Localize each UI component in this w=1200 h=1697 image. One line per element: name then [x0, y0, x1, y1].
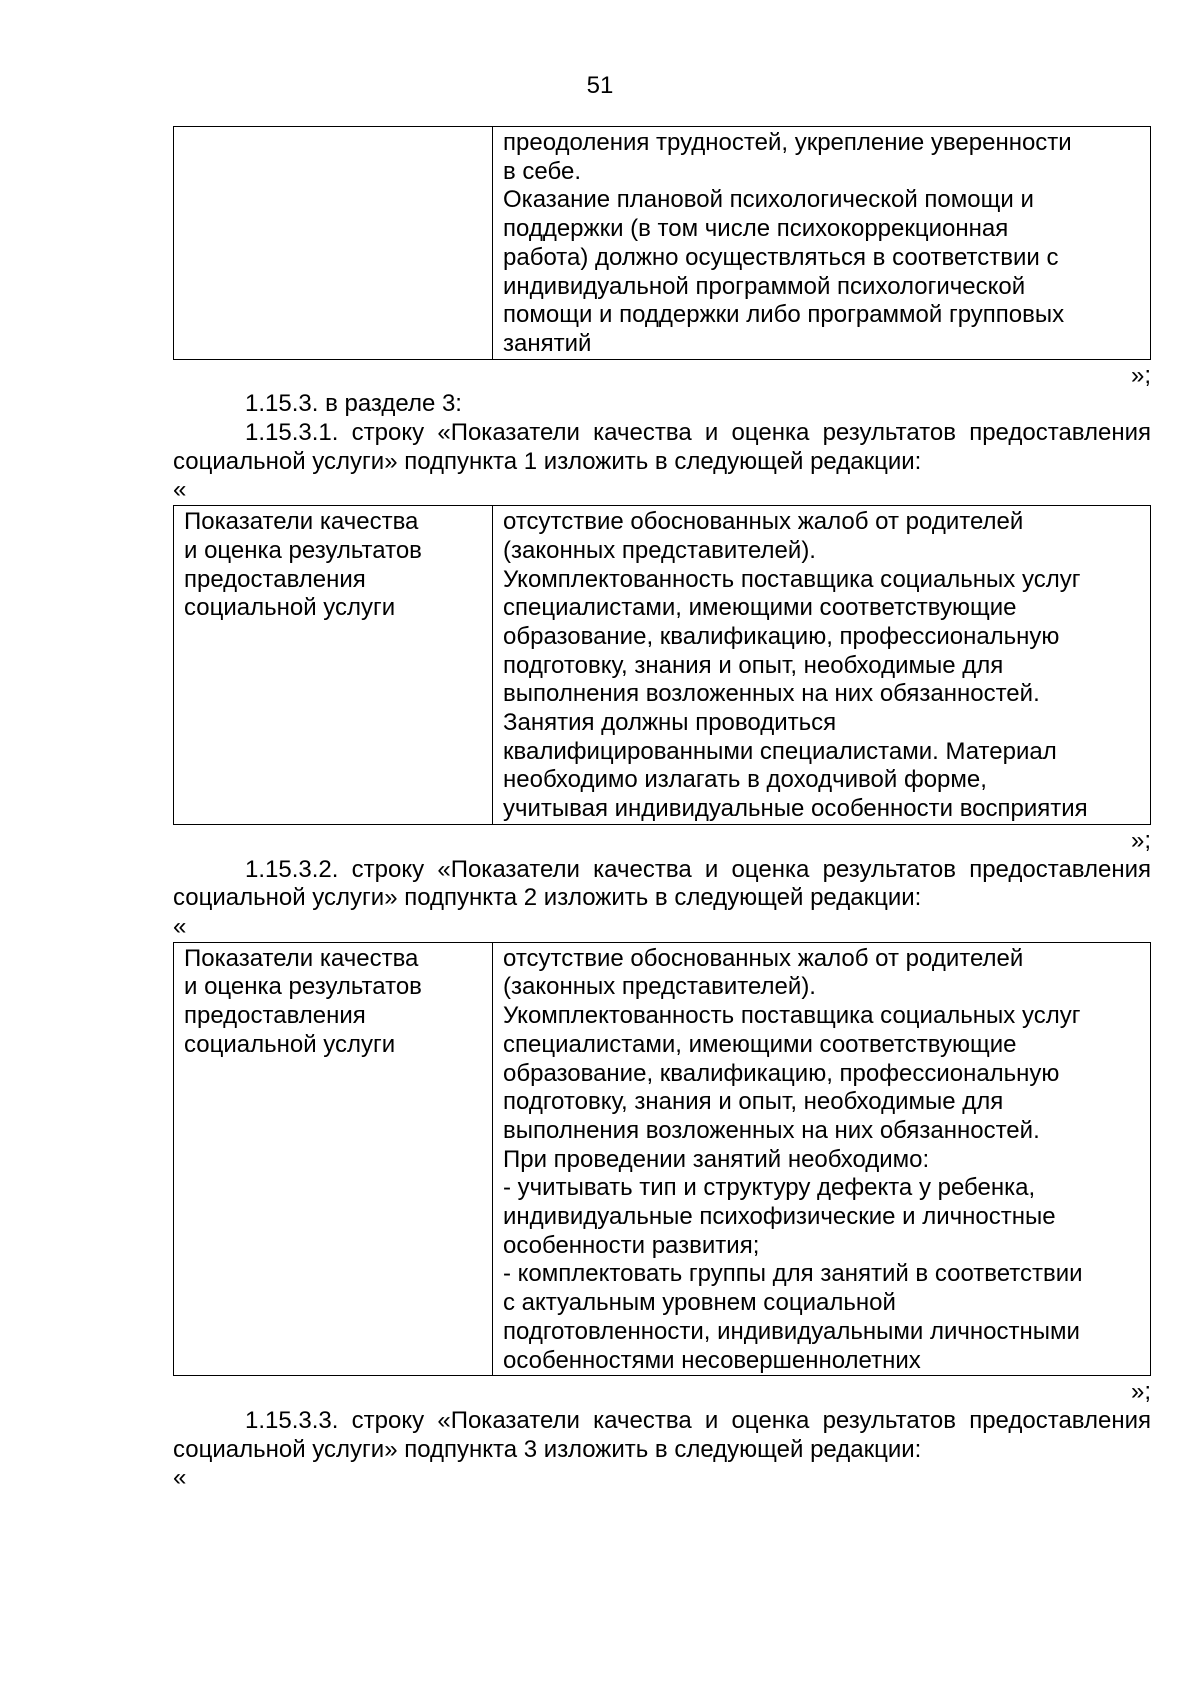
closing-quote: »;	[1130, 826, 1151, 854]
table-line: необходимо излагать в доходчивой форме,	[503, 766, 987, 794]
closing-quote: »;	[1130, 361, 1151, 389]
table-line: социальной услуги	[184, 594, 396, 622]
table-line: Укомплектованность поставщика социальных услуг	[503, 1002, 1081, 1030]
table-3	[173, 942, 1151, 1377]
table-line: индивидуальные психофизические и личностные	[503, 1203, 1056, 1231]
table-1-block	[173, 126, 1151, 1493]
table-row	[174, 942, 1151, 1376]
table-line: преодоления трудностей, укрепление уверенности	[503, 129, 1072, 156]
table-line: социальной услуги	[184, 1030, 396, 1058]
table-2-left-cell	[174, 506, 493, 825]
table-line: учитывая индивидуальные особенности восприятия	[503, 795, 1088, 823]
table-line: отсутствие обоснованных жалоб от родителей	[503, 508, 1024, 536]
table-line: При проведении занятий необходимо:	[503, 1145, 930, 1173]
table-line: помощи и поддержки либо программой групповых	[503, 301, 1065, 329]
table-line: образование, квалификацию, профессиональную	[503, 1059, 1060, 1087]
table-line: специалистами, имеющими соответствующие	[503, 1030, 1017, 1058]
table-line: с актуальным уровнем социальной	[503, 1289, 896, 1317]
opening-quote: «	[173, 476, 187, 504]
table-3-right-cell	[493, 942, 1151, 1376]
table-1-right-cell	[493, 127, 1151, 360]
table-1	[173, 126, 1151, 360]
table-line: Укомплектованность поставщика социальных услуг	[503, 565, 1081, 593]
table-line: особенностями несовершеннолетних	[503, 1346, 921, 1374]
table-line: выполнения возложенных на них обязанностей.	[503, 680, 1040, 708]
table-line: Показатели качества	[184, 508, 419, 536]
table-line: работа) должно осуществляться в соответствии с	[503, 243, 1059, 271]
table-line: Оказание плановой психологической помощи и	[503, 186, 1034, 214]
paragraph-1-15-3-2: 1.15.3.2. строку «Показатели качества и оценка результатов предоставления социальной услуги» подпункта 2 изложить в следующей редакции:	[173, 855, 1151, 912]
table-line: - комплектовать группы для занятий в соответствии	[503, 1260, 1083, 1288]
table-line: Показатели качества	[184, 944, 419, 972]
table-line: индивидуальной программой психологической	[503, 272, 1026, 300]
table-line: специалистами, имеющими соответствующие	[503, 594, 1017, 622]
table-line: - учитывать тип и структуру дефекта у ребенка,	[503, 1174, 1036, 1202]
table-row	[174, 506, 1151, 825]
opening-quote: «	[173, 912, 187, 940]
table-1-left-cell	[174, 127, 493, 360]
table-line: квалифицированными специалистами. Материал	[503, 737, 1057, 765]
table-3-left-cell	[174, 942, 493, 1376]
table-line: подготовку, знания и опыт, необходимые для	[503, 651, 1004, 679]
table-line: предоставления	[184, 1002, 366, 1030]
table-2	[173, 505, 1151, 825]
table-2-right-cell	[493, 506, 1151, 825]
table-line: Занятия должны проводиться	[503, 709, 837, 737]
table-line: отсутствие обоснованных жалоб от родителей	[503, 944, 1024, 972]
table-line: предоставления	[184, 565, 366, 593]
table-line: (законных представителей).	[503, 973, 816, 1001]
table-line: в себе.	[503, 157, 581, 185]
paragraph-1-15-3-1: 1.15.3.1. строку «Показатели качества и оценка результатов предоставления социальной услуги» подпункта 1 изложить в следующей редакции:	[173, 419, 1151, 475]
table-line: занятий	[503, 329, 592, 357]
opening-quote: «	[173, 1464, 187, 1492]
table-row	[174, 127, 1151, 360]
paragraph-1-15-3-3: 1.15.3.3. строку «Показатели качества и оценка результатов предоставления социальной услуги» подпункта 3 изложить в следующей редакции:	[173, 1406, 1151, 1463]
table-line: образование, квалификацию, профессиональную	[503, 622, 1060, 650]
page-number: 51	[586, 72, 614, 99]
table-line: поддержки (в том числе психокоррекционная	[503, 215, 1009, 243]
table-line: подготовленности, индивидуальными личностными	[503, 1317, 1080, 1345]
table-line: и оценка результатов	[184, 973, 422, 1001]
closing-quote: »;	[1130, 1378, 1151, 1406]
section-heading: 1.15.3. в разделе 3:	[245, 390, 462, 418]
table-line: (законных представителей).	[503, 536, 816, 564]
table-line: особенности развития;	[503, 1231, 760, 1259]
table-line: и оценка результатов	[184, 536, 422, 564]
table-line: выполнения возложенных на них обязанностей.	[503, 1116, 1040, 1144]
table-line: подготовку, знания и опыт, необходимые для	[503, 1088, 1004, 1116]
